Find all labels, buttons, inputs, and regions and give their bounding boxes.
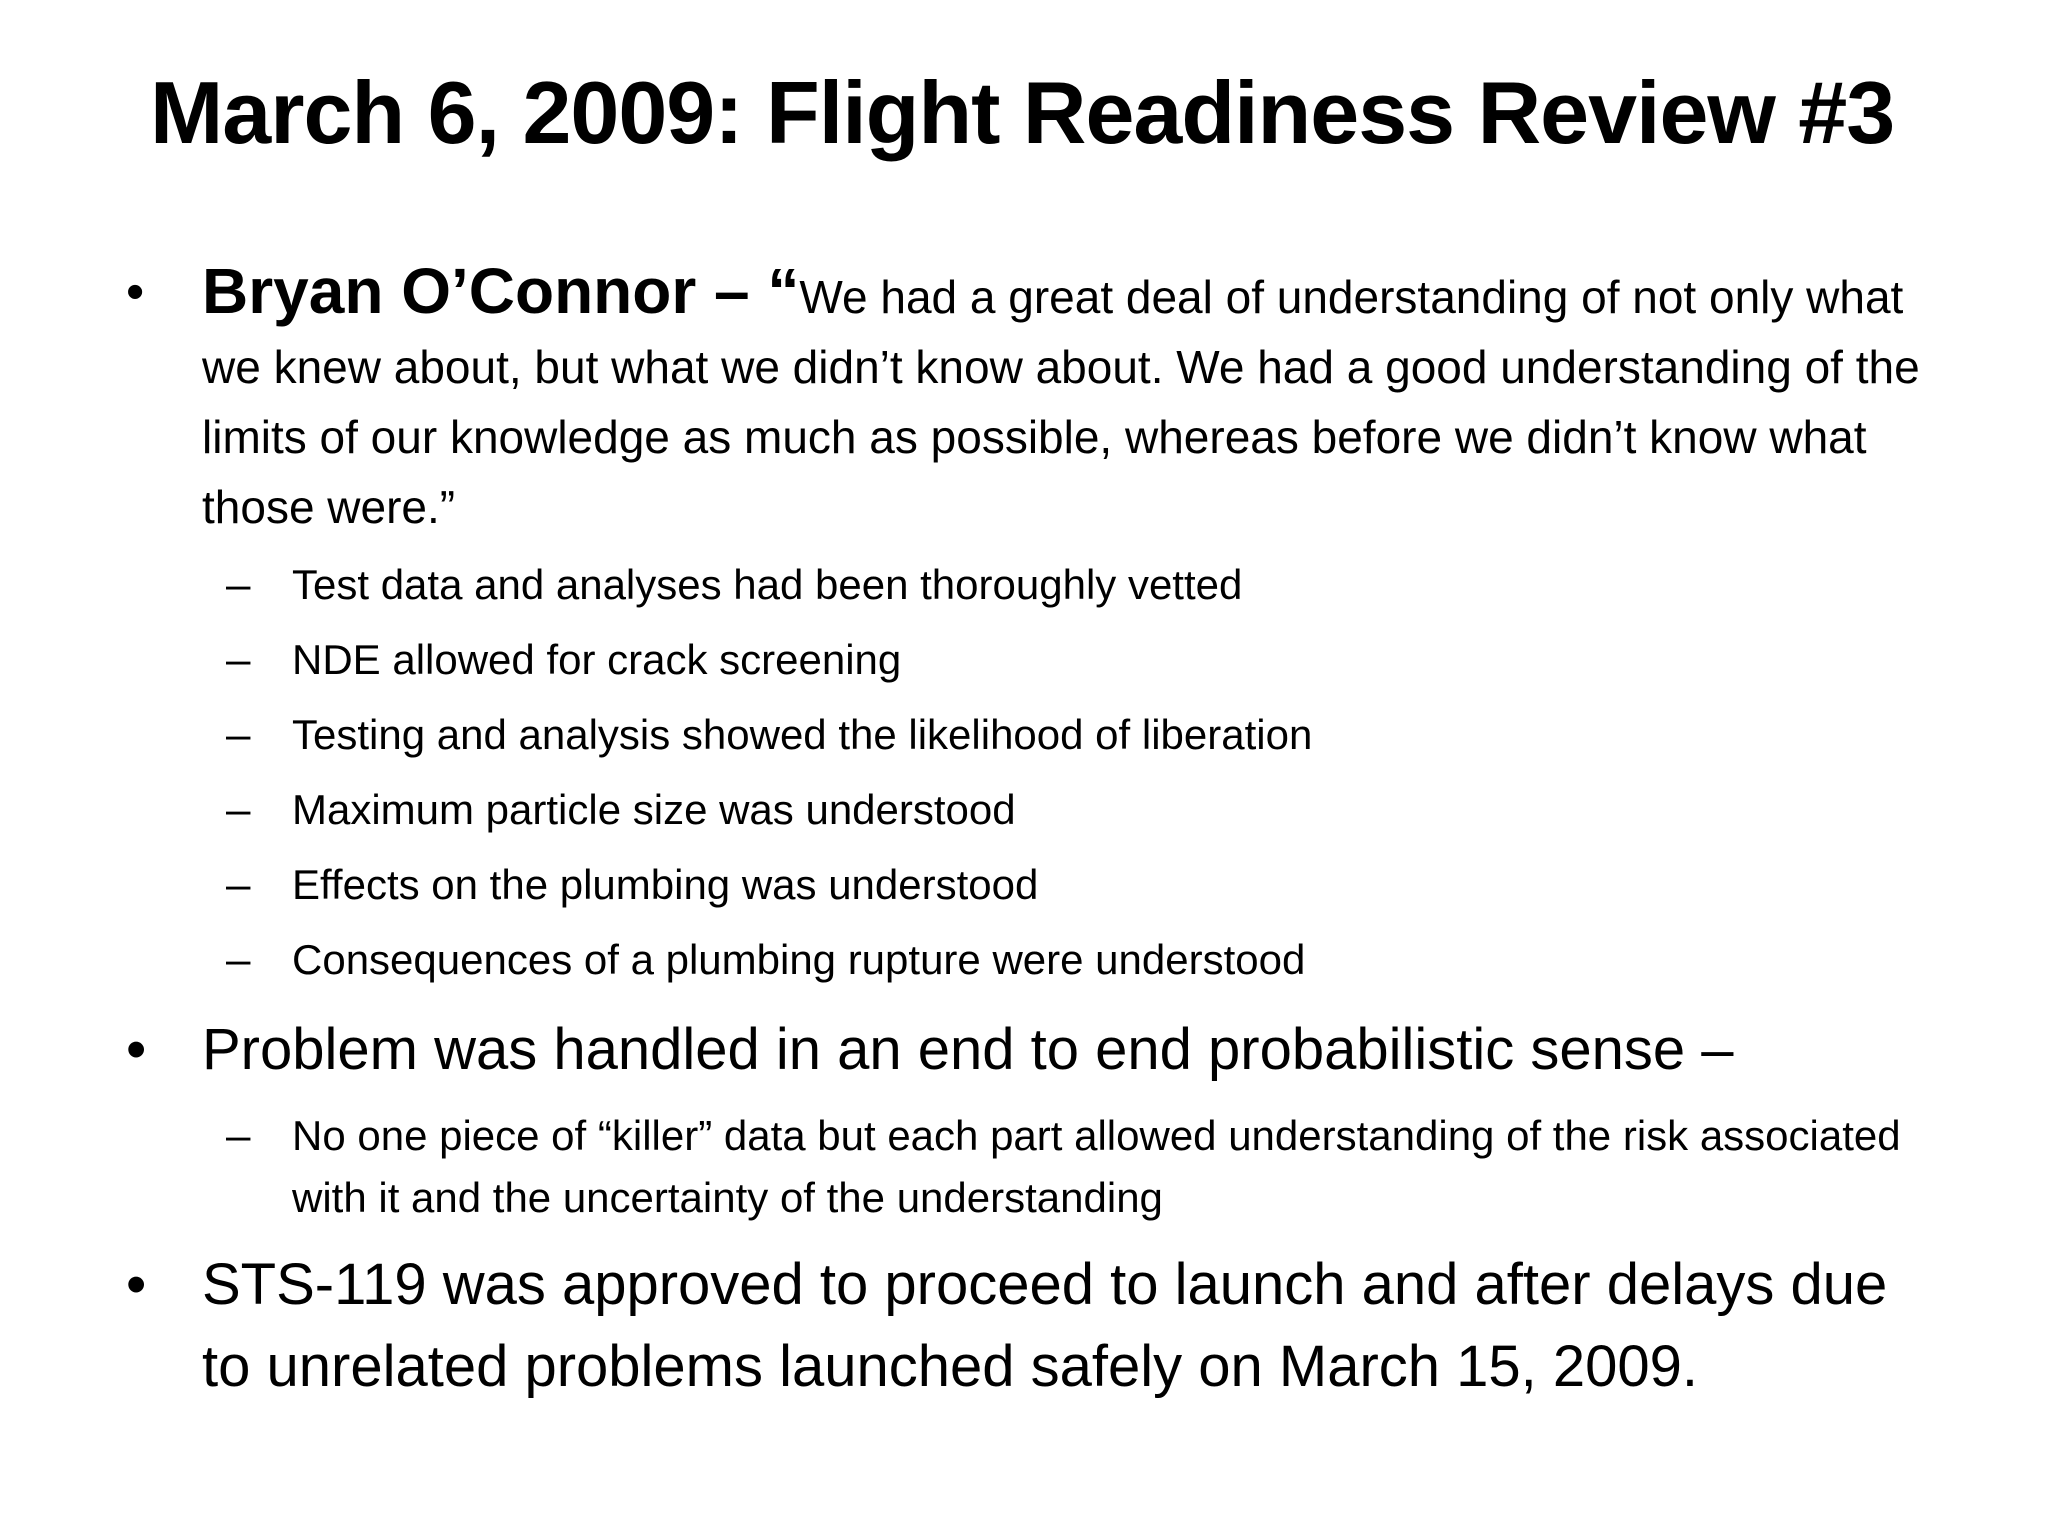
bullet-item-sts119-launch: STS-119 was approved to proceed to launch and after delays due to unrelated problems launched safely on March 15, 2009. [202,1252,1888,1399]
dash-marker: – [226,635,251,684]
sub-item: NDE allowed for crack screening [292,636,902,683]
bullet-item-probabilistic: Problem was handled in an end to end probabilistic sense – [202,1017,1734,1082]
dash-marker: – [226,1111,251,1160]
bullet-marker: • [126,1252,147,1317]
bullet-marker: • [126,1017,147,1082]
speaker-name: Bryan O’Connor – “ [202,255,800,327]
dash-marker: – [226,860,251,909]
dash-marker: – [226,710,251,759]
sub-item: Maximum particle size was understood [292,786,1016,833]
sub-item: Test data and analyses had been thoroughly vetted [292,561,1243,608]
dash-marker: – [226,560,251,609]
sub-item: No one piece of “killer” data but each part allowed understanding of the risk associated with it and the uncertainty of the understanding [292,1112,1901,1221]
sub-item: Consequences of a plumbing rupture were understood [292,936,1306,983]
slide-title: March 6, 2009: Flight Readiness Review #3 [150,63,1895,162]
sub-item: Testing and analysis showed the likelihood of liberation [292,711,1313,758]
dash-marker: – [226,935,251,984]
dash-marker: – [226,785,251,834]
quote-text: We had a great deal of understanding of not only what we knew about, but what we didn’t know about. We had a good understanding of the limits of our knowledge as much as possible, whereas before we didn’t know what those were.” [202,271,1920,533]
bullet-item-oconnor-quote [202,256,1962,542]
bullet-marker: • [126,263,145,321]
sub-item: Effects on the plumbing was understood [292,861,1039,908]
